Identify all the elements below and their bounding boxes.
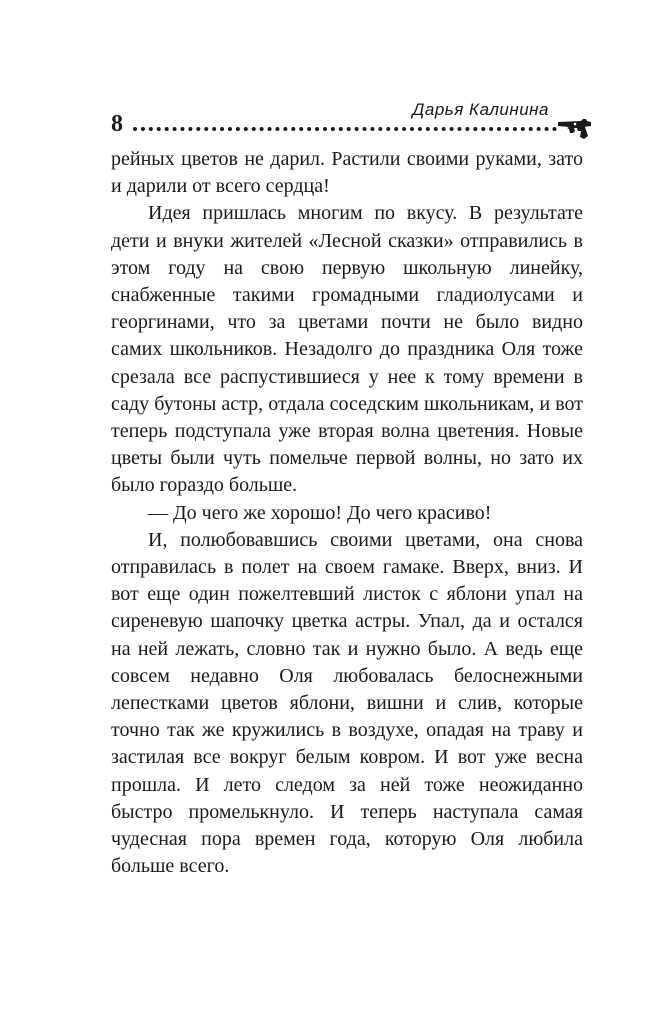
- dotted-rule: [133, 127, 557, 131]
- page-number: 8: [111, 111, 123, 137]
- running-header: [111, 100, 591, 140]
- revolver-icon: [557, 118, 593, 140]
- paragraph: И, полюбовавшись своими цветами, она снова отправилась в полет на своем гамаке. Вверх, вниз. И вот еще один пожелтевший листок с яблони упал на сиреневую шапочку цветка астры. Упал, да и остался на ней лежать, словно так и нужно было. А ведь еще совсем недавно Оля любовалась белоснежными лепестками цветов яблони, вишни и слив, которые точно так же кружились в воздухе, опадая на траву и застилая все вокруг белым ковром. И вот уже весна прошла. И лето следом за ней тоже неожиданно быстро промелькнуло. И теперь наступала самая чудесная пора времен года, которую Оля любила больше всего.: [111, 528, 583, 878]
- running-author: Дарья Калинина: [412, 100, 549, 119]
- dialogue-line: — До чего же хорошо! До чего красиво!: [148, 501, 492, 524]
- paragraph: Идея пришлась многим по вкусу. В результате дети и внуки жителей «Лесной сказки» отправились в этом году на свою первую школьную линейку, снабженные такими громадными гладиолусами и георгинами, что за цветами почти не было видно самих школьников. Незадолго до праздника Оля тоже срезала все распустившиеся у нее к тому времени в саду бутоны астр, отдала соседским школьникам, и вот теперь подступала уже вторая волна цветения. Новые цветы были чуть помельче первой волны, но зато их было гораздо больше.: [111, 202, 583, 497]
- body-text: [111, 146, 583, 880]
- paragraph-continuation: рейных цветов не дарил. Растили своими руками, зато и дарили от всего сердца!: [111, 148, 583, 198]
